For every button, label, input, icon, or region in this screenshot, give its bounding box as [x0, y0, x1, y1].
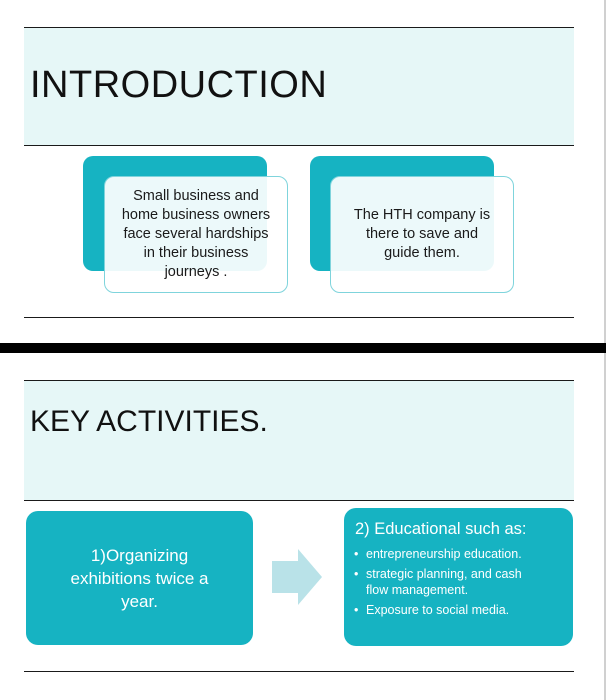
- list-item-line: entrepreneurship education.: [366, 547, 522, 561]
- bottom-rule: [24, 317, 574, 318]
- bullet-icon: •: [354, 603, 359, 617]
- card-right-text-box: [330, 176, 514, 293]
- card-left-text-box: [104, 176, 288, 293]
- bullet-icon: •: [354, 547, 359, 561]
- list-item-line: Exposure to social media.: [366, 603, 510, 617]
- slide-divider: [0, 343, 606, 353]
- card-left-text: [122, 187, 270, 282]
- bullet-icon: •: [354, 567, 359, 581]
- bottom-rule: [24, 671, 574, 672]
- activity-1-line: exhibitions twice a: [70, 568, 209, 588]
- list-item-line: flow management.: [366, 583, 469, 597]
- title-rule: [24, 145, 574, 146]
- activity-1-line: year.: [121, 591, 158, 611]
- activity-1-text: [71, 544, 209, 613]
- card-left-line: journeys .: [164, 264, 228, 280]
- activity-box-education: [344, 508, 573, 646]
- card-right-line: guide them.: [384, 245, 460, 261]
- card-right-line: there to save and: [365, 226, 479, 242]
- card-left-line: Small business and: [133, 188, 259, 204]
- title-band: [24, 381, 574, 500]
- list-item: [354, 566, 561, 598]
- list-item: [354, 546, 561, 562]
- right-arrow-icon: [272, 549, 322, 605]
- activity-box-exhibitions: [26, 511, 253, 645]
- page-title: INTRODUCTION: [30, 64, 328, 106]
- section-title: KEY ACTIVITIES.: [30, 405, 268, 438]
- title-rule: [24, 500, 574, 501]
- card-left-line: home business owners: [121, 207, 271, 223]
- card-right-text: [354, 206, 490, 263]
- list-item: [354, 602, 561, 618]
- activity-1-line: 1)Organizing: [90, 545, 189, 565]
- card-left-line: in their business: [143, 245, 249, 261]
- card-right-line: The HTH company is: [353, 207, 491, 223]
- activity-2-list: [354, 546, 561, 618]
- list-item-line: strategic planning, and cash: [366, 567, 522, 581]
- activity-2-heading: 2) Educational such as:: [355, 520, 527, 538]
- card-left-line: face several hardships: [123, 226, 269, 242]
